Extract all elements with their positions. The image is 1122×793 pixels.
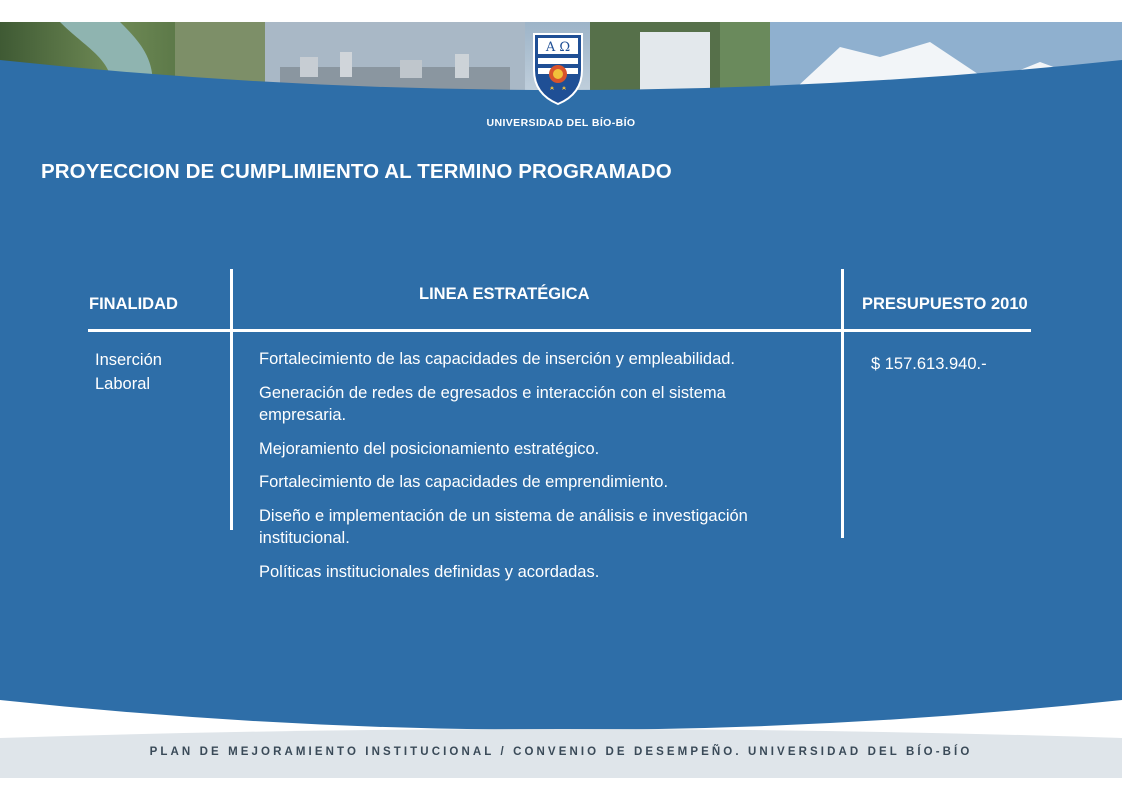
- table-column-divider-left: [230, 269, 233, 530]
- column-header-finalidad: FINALIDAD: [89, 295, 178, 313]
- linea-item: Fortalecimiento de las capacidades de inserción y empleabilidad.: [259, 350, 736, 368]
- linea-item: Generación de redes de egresados e interacción con el sistema empresaria.: [259, 383, 726, 424]
- university-name: UNIVERSIDAD DEL BÍO-BÍO: [486, 117, 636, 129]
- footer-caption: PLAN DE MEJORAMIENTO INSTITUCIONAL / CONVENIO DE DESEMPEÑO. UNIVERSIDAD DEL BÍO-BÍO: [149, 746, 973, 758]
- linea-item: Diseño e implementación de un sistema de análisis e investigación institucional.: [259, 506, 748, 547]
- column-header-presupuesto: PRESUPUESTO 2010: [862, 295, 1028, 313]
- table-column-divider-right: [841, 269, 844, 538]
- logo-letters: A Ω: [545, 40, 571, 55]
- column-header-linea-estrategica: LINEA ESTRATÉGICA: [419, 285, 590, 303]
- university-shield-logo: [528, 30, 588, 108]
- presupuesto-cell: $ 157.613.940.-: [871, 355, 987, 373]
- page-title: PROYECCION DE CUMPLIMIENTO AL TERMINO PROGRAMADO: [41, 160, 672, 183]
- linea-estrategica-list: [259, 348, 827, 594]
- linea-item: Fortalecimiento de las capacidades de emprendimiento.: [259, 473, 669, 491]
- linea-item: Políticas institucionales definidas y acordadas.: [259, 562, 600, 581]
- finalidad-cell: Inserción Laboral: [95, 351, 162, 393]
- linea-item: Mejoramiento del posicionamiento estratégico.: [259, 439, 600, 458]
